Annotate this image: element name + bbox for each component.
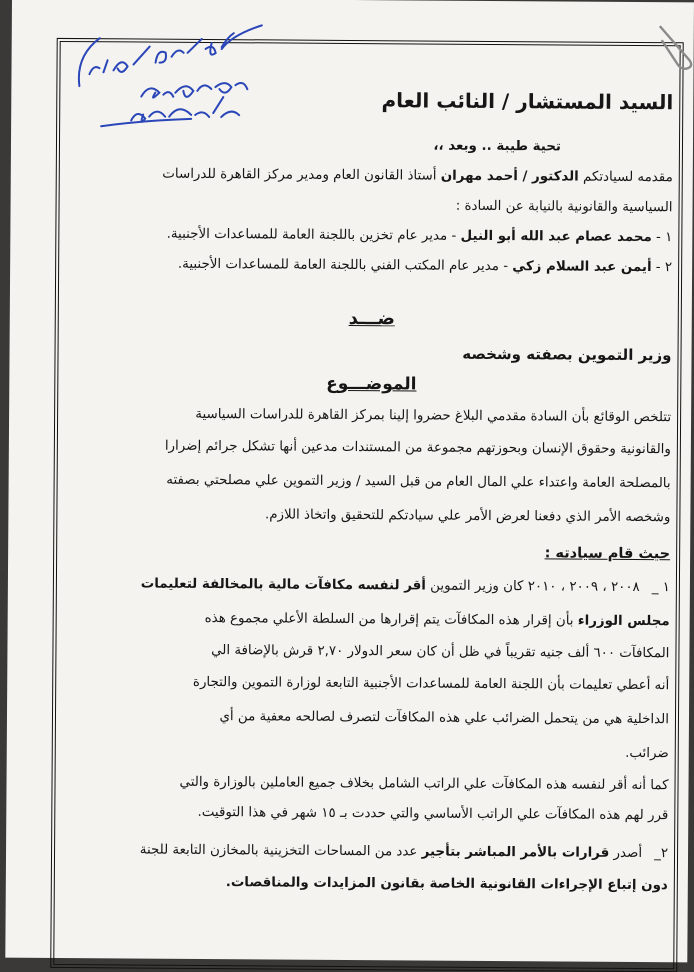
document-sheet (5, 0, 694, 962)
intro-text: مقدمه لسيادتكم (578, 169, 673, 186)
party-name: أيمن عبد السلام زكي (512, 259, 652, 276)
addressee-heading: السيد المستشار / النائب العام (381, 88, 674, 115)
item-text: ٢٠٠٨ ، ٢٠٠٩ ، ٢٠١٠ كان وزير التموين (425, 578, 640, 596)
intro-text: أستاذ القانون العام ومدير مركز القاهرة للدراسات (162, 166, 441, 184)
subject-heading: الموضـــوع (326, 373, 417, 395)
greeting: تحية طيبة .. وبعد ،، (433, 138, 562, 155)
item-emphasis: قرارات بالأمر المباشر بتأجير (421, 844, 610, 861)
subject-line: والقانونية وحقوق الإنسان وبحوزتهم مجموعة من المستندات مدعين أنها تشكل جرائم إضرارا (164, 438, 671, 458)
item-number: ١ _ (651, 580, 670, 596)
subject-line: بالمصلحة العامة واعتداء علي المال العام من قبل السيد / وزير التموين علي مصلحتي بصفته (166, 472, 671, 492)
item-number: ٢_ (654, 846, 669, 862)
item-1-line-6: ضرائب. (625, 745, 669, 762)
item-1-line-4: أنه أعطي تعليمات بأن اللجنة العامة للمساعدات الأجنبية التابعة لوزارة التموين والتجارة (192, 674, 670, 694)
against-heading: ضـــد (348, 307, 395, 330)
subject-line: وشخصه الأمر الذي دفعنا لعرض الأمر علي سيادتكم للتحقيق واتخاذ اللازم. (264, 507, 671, 526)
party-role: - مدير عام تخزين باللجنة العامة للمساعدات الأجنبية. (166, 226, 461, 244)
item-text: بأن إقرار هذه المكافآت يتم إقرارها من السلطة الأعلي مجموع هذه (204, 610, 578, 629)
item-1-line-3: المكافآت ٦٠٠ ألف جنيه تقريباً في ظل أن كان سعر الدولار ٢,٧٠ قرش بالإضافة الي (211, 643, 670, 662)
item-text: أصدر (609, 845, 643, 862)
party-number: ٢ - (651, 260, 673, 276)
whereas-heading: حيث قام سيادته : (544, 545, 671, 563)
party-number: ١ - (651, 230, 673, 246)
subject-line: تتلخص الوقائع بأن السادة مقدمي البلاغ حضروا إلينا بمركز القاهرة للدراسات السياسية (195, 406, 672, 426)
handwriting-stamp (71, 16, 272, 137)
item-2-line-2: دون إتباع الإجراءات القانونية الخاصة بقانون المزايدات والمناقصات. (225, 875, 668, 894)
item-text: عدد من المساحات التخزينية بالمخازن التابعة للجنة (139, 842, 422, 860)
item-emphasis: مجلس الوزراء (577, 613, 670, 630)
item-1-line-8: قرر لهم هذه المكافآت علي الراتب الأساسي والتي حددت بـ ١٥ شهر في هذا التوقيت. (197, 804, 669, 824)
item-emphasis: أقر لنفسه مكافآت مالية بالمخالفة لتعليمات (140, 576, 426, 594)
item-1-line-5: الداخلية هي من يتحمل الضرائب علي هذه المكافآت لتصرف لصالحه معفية من أي (219, 709, 670, 728)
intro-line-2: السياسية والقانونية بالنيابة عن السادة : (455, 198, 673, 216)
party-role: - مدير عام المكتب الفني باللجنة العامة للمساعدات الأجنبية. (177, 256, 513, 275)
defendant: وزير التموين بصفته وشخصه (462, 344, 672, 365)
paperclip-icon (653, 20, 694, 74)
petitioner-name: الدكتور / أحمد مهران (440, 168, 579, 185)
party-name: محمد عصام عبد الله أبو النيل (460, 228, 652, 246)
item-1-line-7: كما أنه أقر لنفسه هذه المكافآت علي الراتب الشامل بخلاف جميع العاملين بالوزارة والتي (179, 774, 669, 794)
handwritten-annotation (71, 16, 272, 137)
